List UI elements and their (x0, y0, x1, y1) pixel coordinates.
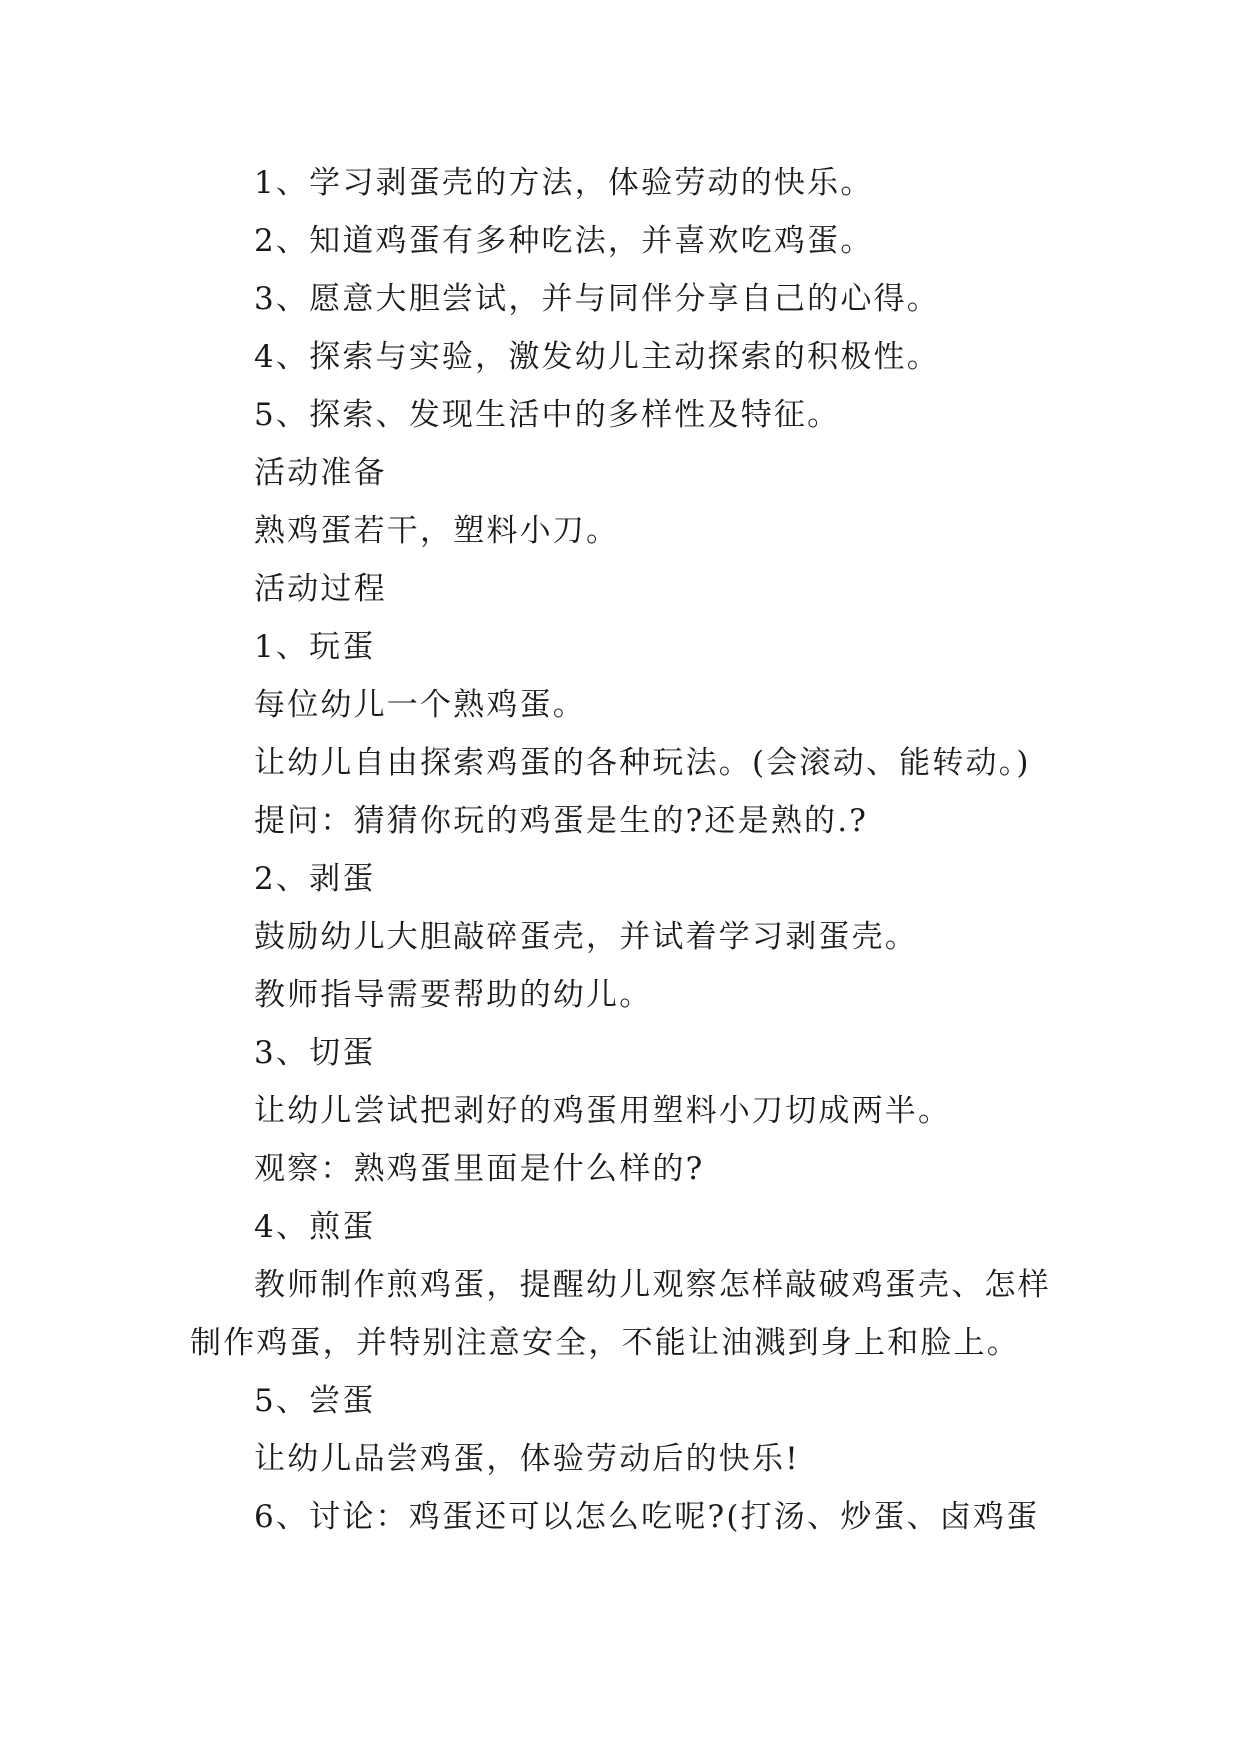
preparation-text: 熟鸡蛋若干，塑料小刀。 (254, 513, 620, 549)
section-heading-process: 活动过程 (254, 571, 387, 607)
step-1-heading: 1、玩蛋 (254, 629, 376, 665)
step-1-text-b: 让幼儿自由探索鸡蛋的各种玩法。(会滚动、能转动。) (254, 745, 1031, 781)
step-2-text-a: 鼓励幼儿大胆敲碎蛋壳，并试着学习剥蛋壳。 (254, 919, 918, 955)
step-6-discussion: 6、讨论：鸡蛋还可以怎么吃呢?(打汤、炒蛋、卤鸡蛋 (254, 1499, 1040, 1535)
step-1-text-a: 每位幼儿一个熟鸡蛋。 (254, 687, 586, 723)
step-2-heading: 2、剥蛋 (254, 861, 376, 897)
step-5-text: 让幼儿品尝鸡蛋，体验劳动后的快乐! (254, 1441, 800, 1477)
step-3-observe: 观察：熟鸡蛋里面是什么样的? (254, 1151, 705, 1187)
step-3-heading: 3、切蛋 (254, 1035, 376, 1071)
document-body (190, 154, 1065, 1546)
step-4-heading: 4、煎蛋 (254, 1209, 376, 1245)
step-4-paragraph: 教师制作煎鸡蛋，提醒幼儿观察怎样敲破鸡蛋壳、怎样制作鸡蛋，并特别注意安全，不能让油溅到身上和脸上。 (190, 1267, 1051, 1361)
step-1-question: 提问：猜猜你玩的鸡蛋是生的?还是熟的.? (254, 803, 869, 839)
objective-4: 4、探索与实验，激发幼儿主动探索的积极性。 (254, 339, 940, 375)
step-3-text-a: 让幼儿尝试把剥好的鸡蛋用塑料小刀切成两半。 (254, 1093, 952, 1129)
objective-2: 2、知道鸡蛋有多种吃法，并喜欢吃鸡蛋。 (254, 223, 874, 259)
step-5-heading: 5、尝蛋 (254, 1383, 376, 1419)
objective-5: 5、探索、发现生活中的多样性及特征。 (254, 397, 841, 433)
step-2-text-b: 教师指导需要帮助的幼儿。 (254, 977, 653, 1013)
objective-1: 1、学习剥蛋壳的方法，体验劳动的快乐。 (254, 165, 874, 201)
objective-3: 3、愿意大胆尝试，并与同伴分享自己的心得。 (254, 281, 940, 317)
section-heading-preparation: 活动准备 (254, 455, 387, 491)
